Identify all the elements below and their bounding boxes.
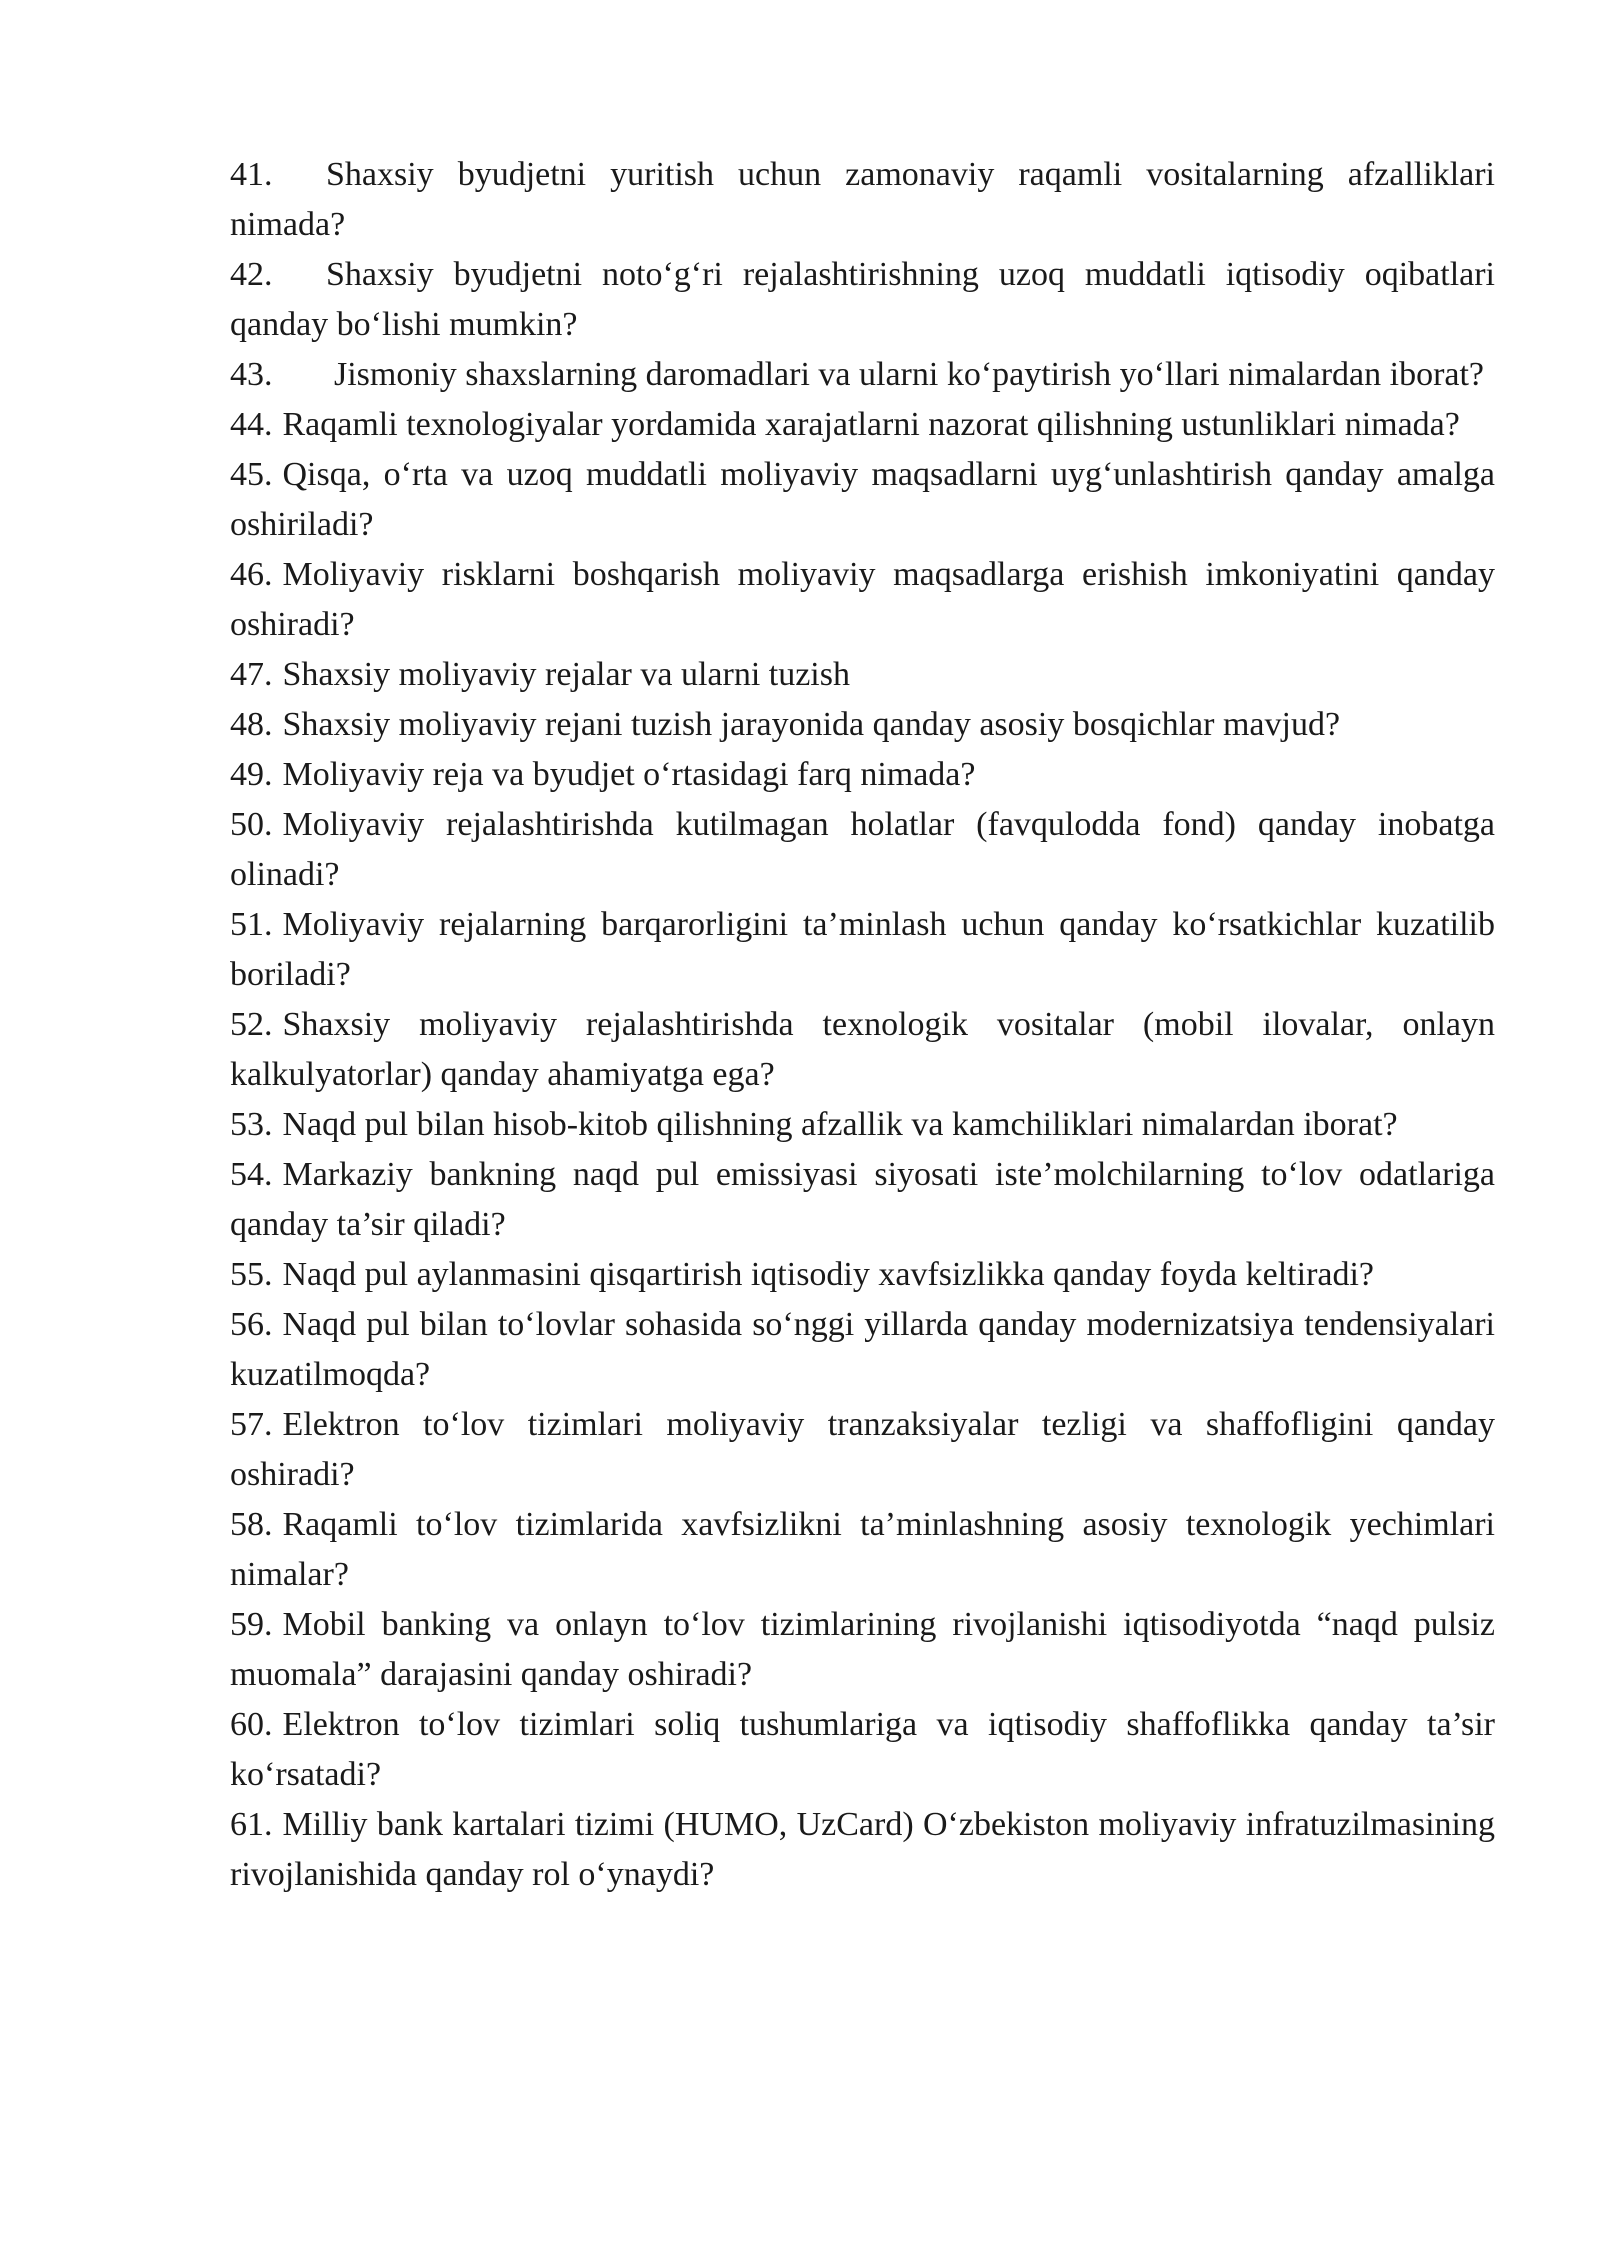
question-text: Raqamli to‘lov tizimlarida xavfsizlikni ta’minlashning asosiy texnologik yechimlari nimalar? (230, 1506, 1495, 1593)
question-list (230, 150, 1495, 1900)
question-number: 58. (230, 1506, 273, 1543)
question-number: 43. (230, 356, 273, 393)
question-number: 49. (230, 756, 273, 793)
question-number: 50. (230, 806, 273, 843)
question-item (230, 1150, 1495, 1250)
question-item (230, 1800, 1495, 1900)
question-item (230, 1000, 1495, 1100)
question-text: Moliyaviy risklarni boshqarish moliyaviy maqsadlarga erishish imkoniyatini qanday oshiradi? (230, 556, 1495, 643)
question-item (230, 350, 1495, 400)
question-text: Markaziy bankning naqd pul emissiyasi siyosati iste’molchilarning to‘lov odatlariga qanday ta’sir qiladi? (230, 1156, 1495, 1243)
question-number: 51. (230, 906, 273, 943)
question-item (230, 1400, 1495, 1500)
question-item (230, 550, 1495, 650)
question-number: 57. (230, 1406, 273, 1443)
question-text: Naqd pul aylanmasini qisqartirish iqtisodiy xavfsizlikka qanday foyda keltiradi? (282, 1256, 1375, 1293)
question-number: 45. (230, 456, 273, 493)
question-text: Jismoniy shaxslarning daromadlari va ularni ko‘paytirish yo‘llari nimalardan iborat? (334, 356, 1485, 393)
question-item (230, 750, 1495, 800)
question-text: Moliyaviy rejalarning barqarorligini ta’minlash uchun qanday ko‘rsatkichlar kuzatilib boriladi? (230, 906, 1495, 993)
question-number: 60. (230, 1706, 273, 1743)
question-text: Shaxsiy moliyaviy rejalashtirishda texnologik vositalar (mobil ilovalar, onlayn kalkulyatorlar) qanday ahamiyatga ega? (230, 1006, 1495, 1093)
question-number: 41. (230, 156, 273, 193)
question-item (230, 150, 1495, 250)
question-text: Mobil banking va onlayn to‘lov tizimlarining rivojlanishi iqtisodiyotda “naqd pulsiz muomala” darajasini qanday oshiradi? (230, 1606, 1495, 1693)
question-number: 42. (230, 256, 273, 293)
question-number: 48. (230, 706, 273, 743)
question-text: Shaxsiy byudjetni noto‘g‘ri rejalashtirishning uzoq muddatli iqtisodiy oqibatlari qanday bo‘lishi mumkin? (230, 256, 1495, 343)
question-text: Moliyaviy rejalashtirishda kutilmagan holatlar (favqulodda fond) qanday inobatga olinadi? (230, 806, 1495, 893)
question-number: 54. (230, 1156, 273, 1193)
question-number: 52. (230, 1006, 273, 1043)
question-item (230, 450, 1495, 550)
question-item (230, 1700, 1495, 1800)
question-item (230, 250, 1495, 350)
question-number: 47. (230, 656, 273, 693)
question-item (230, 800, 1495, 900)
question-text: Naqd pul bilan hisob-kitob qilishning afzallik va kamchiliklari nimalardan iborat? (282, 1106, 1398, 1143)
question-number: 61. (230, 1806, 273, 1843)
question-item (230, 1500, 1495, 1600)
question-item (230, 400, 1495, 450)
question-item (230, 1250, 1495, 1300)
question-text: Naqd pul bilan to‘lovlar sohasida so‘nggi yillarda qanday modernizatsiya tendensiyalari kuzatilmoqda? (230, 1306, 1495, 1393)
question-text: Elektron to‘lov tizimlari soliq tushumlariga va iqtisodiy shaffoflikka qanday ta’sir ko‘rsatadi? (230, 1706, 1495, 1793)
question-text: Shaxsiy moliyaviy rejani tuzish jarayonida qanday asosiy bosqichlar mavjud? (282, 706, 1341, 743)
question-text: Elektron to‘lov tizimlari moliyaviy tranzaksiyalar tezligi va shaffofligini qanday oshiradi? (230, 1406, 1495, 1493)
question-item (230, 1600, 1495, 1700)
question-text: Shaxsiy moliyaviy rejalar va ularni tuzish (282, 656, 850, 693)
question-number: 59. (230, 1606, 273, 1643)
question-number: 55. (230, 1256, 273, 1293)
question-number: 44. (230, 406, 273, 443)
question-text: Moliyaviy reja va byudjet o‘rtasidagi farq nimada? (282, 756, 976, 793)
question-number: 56. (230, 1306, 273, 1343)
question-text: Qisqa, o‘rta va uzoq muddatli moliyaviy maqsadlarni uyg‘unlashtirish qanday amalga oshiriladi? (230, 456, 1495, 543)
question-item (230, 650, 1495, 700)
question-number: 46. (230, 556, 273, 593)
question-item (230, 900, 1495, 1000)
question-text: Raqamli texnologiyalar yordamida xarajatlarni nazorat qilishning ustunliklari nimada? (282, 406, 1460, 443)
question-text: Milliy bank kartalari tizimi (HUMO, UzCard) O‘zbekiston moliyaviy infratuzilmasining rivojlanishida qanday rol o‘ynaydi? (230, 1806, 1495, 1893)
question-item (230, 700, 1495, 750)
question-item (230, 1100, 1495, 1150)
question-text: Shaxsiy byudjetni yuritish uchun zamonaviy raqamli vositalarning afzalliklari nimada? (230, 156, 1495, 243)
question-item (230, 1300, 1495, 1400)
question-number: 53. (230, 1106, 273, 1143)
